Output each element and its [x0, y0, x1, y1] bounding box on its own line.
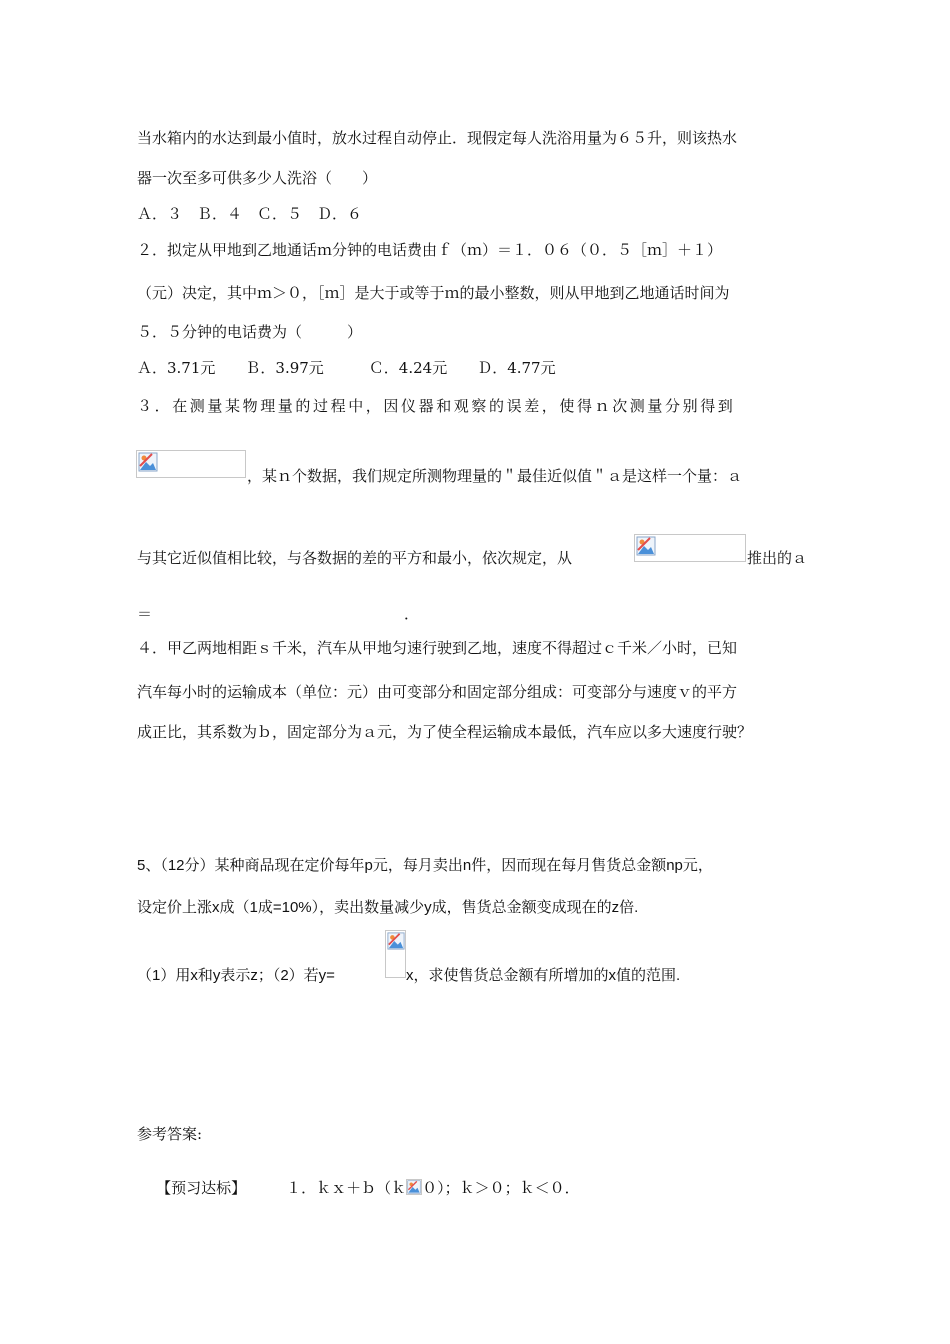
broken-image-icon: [387, 932, 405, 950]
question-3-line-3a: 与其它近似值相比较，与各数据的差的平方和最小，依次规定，从: [137, 549, 573, 567]
question-2-line-2: （元）决定，其中ｍ＞０，［ｍ］是大于或等于ｍ的最小整数，则从甲地到乙地通话时间为: [137, 284, 730, 302]
question-3-line-2: ，某ｎ个数据，我们规定所测物理量的＂最佳近似值＂ａ是这样一个量：ａ: [247, 467, 743, 485]
question-5-line-3a: （1）用x和y表示z；（2）若y=: [137, 967, 335, 984]
formula-image-4: [406, 1179, 422, 1195]
formula-image-3: [385, 930, 406, 978]
question-4-line-3: 成正比，其系数为ｂ，固定部分为ａ元，为了使全程运输成本最低，汽车应以多大速度行驶？: [137, 723, 753, 741]
broken-image-icon: [636, 536, 656, 556]
paragraph-line-1: [137, 128, 813, 148]
question-2-line-3: ５．５分钟的电话费为（ ）: [137, 323, 363, 341]
answers-heading: 参考答案:: [137, 1125, 203, 1143]
text-line-1: 当水箱内的水达到最小值时，放水过程自动停止．现假定每人洗浴用量为６５升，则该热水: [137, 129, 738, 147]
text-line-2: 器一次至多可供多少人洗浴（ ）: [137, 169, 378, 187]
answer-blank-period: ．: [404, 605, 420, 623]
broken-image-icon: [407, 1180, 421, 1194]
question-3-line-1: ３．在测量某物理量的过程中，因仪器和观察的误差，使得ｎ次测量分别得到: [137, 397, 736, 415]
options-q1: Ａ．３ Ｂ．４ Ｃ．５ Ｄ．６: [137, 205, 363, 223]
answers-line-1: [137, 1158, 580, 1218]
question-3-line-3b: 推出的ａ: [747, 549, 808, 567]
question-4-line-1: ４．甲乙两地相距ｓ千米，汽车从甲地匀速行驶到乙地，速度不得超过ｃ千米／小时，已知: [137, 639, 738, 657]
formula-image-2: [634, 534, 746, 562]
question-4-line-2: 汽车每小时的运输成本（单位：元）由可变部分和固定部分组成：可变部分与速度ｖ的平方: [137, 683, 738, 701]
answer-1-part-b: ０）；ｋ＞０；ｋ＜０．: [422, 1179, 580, 1197]
question-5-line-1: 5、（12分）某种商品现在定价每年p元，每月卖出n件，因而现在每月售货总金额np元，: [137, 857, 713, 874]
question-5-line-3b: x，求使售货总金额有所增加的x值的范围.: [406, 967, 681, 984]
answers-section-label: 【预习达标】: [156, 1179, 247, 1197]
question-5-line-2: 设定价上涨x成（1成=10%），卖出数量减少y成，售货总金额变成现在的z倍.: [137, 899, 639, 916]
formula-image-1: [136, 450, 246, 478]
answer-blank-eq: ＝: [137, 605, 153, 623]
answer-1-part-a: １．ｋｘ＋ｂ（ｋ: [286, 1179, 407, 1197]
question-2-line-1: ２．拟定从甲地到乙地通话ｍ分钟的电话费由ｆ（ｍ）＝１．０６（０．５［ｍ］＋１）: [137, 241, 723, 259]
options-q2: Ａ．3.71元 Ｂ．3.97元 Ｃ．4.24元 Ｄ．4.77元: [137, 359, 556, 377]
broken-image-icon: [138, 452, 158, 472]
